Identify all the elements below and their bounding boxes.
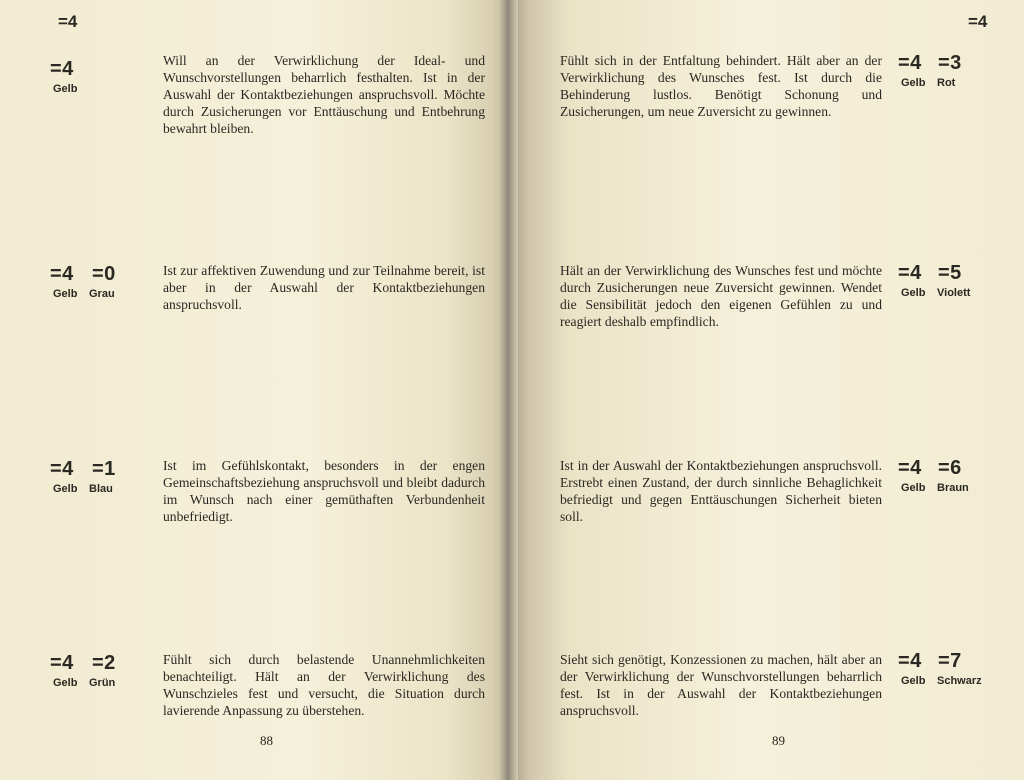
color-primary: Gelb bbox=[901, 482, 926, 494]
entry-text: Ist im Gefühlskontakt, besonders in der engen Gemeinschaftsbeziehung anspruchsvoll und bleibt dadurch im Wunsch nach einer gemüthaften Verbundenheit unbefriedigt. bbox=[163, 458, 485, 524]
entry-text: Will an der Verwirklichung der Ideal- und Wunschvorstellungen beharrlich festhalten. Ist in der Auswahl der Kontaktbeziehungen anspruchsvoll. Möchte durch Zusicherungen vor Enttäuschung und Entbehrung bewahrt bleiben. bbox=[163, 53, 485, 136]
entry-text: Ist zur affektiven Zuwendung und zur Teilnahme bereit, ist aber in der Auswahl der Kontaktbeziehungen anspruchsvoll. bbox=[163, 263, 485, 312]
code-secondary: =6 bbox=[938, 457, 962, 479]
color-primary: Gelb bbox=[53, 288, 78, 300]
entry-code bbox=[50, 652, 116, 689]
code-primary: =4 bbox=[898, 457, 922, 479]
code-secondary: =3 bbox=[938, 52, 962, 74]
color-secondary: Schwarz bbox=[937, 675, 982, 687]
entry-code bbox=[898, 650, 982, 687]
code-secondary: =0 bbox=[92, 263, 116, 285]
entry-code bbox=[898, 52, 962, 89]
entry-code bbox=[50, 263, 116, 300]
book-spine bbox=[500, 0, 518, 780]
color-primary: Gelb bbox=[901, 675, 926, 687]
entry-text: Fühlt sich in der Entfaltung behindert. Hält aber an der Verwirklichung des Wunsches fest. Ist durch die Behinderung lustlos. Benötigt Schonung und Zusicherungen, um neue Zuversicht zu gewinnen. bbox=[560, 53, 882, 119]
color-secondary: Rot bbox=[937, 77, 956, 89]
color-secondary: Grün bbox=[89, 677, 116, 689]
color-secondary: Grau bbox=[89, 288, 115, 300]
code-primary: =4 bbox=[50, 263, 74, 285]
left-running-header: =4 bbox=[58, 12, 78, 31]
left-page-number: 88 bbox=[260, 733, 273, 748]
right-page-number: 89 bbox=[772, 733, 785, 748]
code-primary: =4 bbox=[898, 262, 922, 284]
code-primary: =4 bbox=[50, 58, 74, 80]
code-primary: =4 bbox=[50, 458, 74, 480]
color-primary: Gelb bbox=[53, 483, 78, 495]
color-primary: Gelb bbox=[901, 77, 926, 89]
color-secondary: Braun bbox=[937, 482, 969, 494]
entry-code bbox=[898, 457, 969, 494]
entry-code bbox=[50, 458, 116, 495]
color-primary: Gelb bbox=[901, 287, 926, 299]
code-secondary: =5 bbox=[938, 262, 962, 284]
entry-text: Ist in der Auswahl der Kontaktbeziehungen anspruchsvoll. Erstrebt einen Zustand, der durch sinnliche Behaglichkeit befriedigt und gegen Enttäuschungen Sicherheit bieten soll. bbox=[560, 458, 882, 524]
color-primary: Gelb bbox=[53, 83, 78, 95]
entry-code bbox=[50, 58, 77, 95]
code-primary: =4 bbox=[898, 650, 922, 672]
entry-code bbox=[898, 262, 970, 299]
right-running-header: =4 bbox=[968, 12, 988, 31]
code-secondary: =7 bbox=[938, 650, 962, 672]
code-secondary: =1 bbox=[92, 458, 116, 480]
entry-text: Fühlt sich durch belastende Unannehmlichkeiten benachteiligt. Hält an der Verwirklichung des Wunschzieles fest und versucht, die Situation durch lavierende Anpassung zu überstehen. bbox=[163, 652, 485, 718]
color-secondary: Violett bbox=[937, 287, 971, 299]
color-secondary: Blau bbox=[89, 483, 113, 495]
code-primary: =4 bbox=[50, 652, 74, 674]
color-primary: Gelb bbox=[53, 677, 78, 689]
entry-text: Hält an der Verwirklichung des Wunsches fest und möchte durch Zusicherungen neue Zuversicht gewinnen. Wendet die Sensibilität jedoch den eigenen Gefühlen zu und reagiert deshalb empfindlich. bbox=[560, 263, 882, 329]
code-primary: =4 bbox=[898, 52, 922, 74]
code-secondary: =2 bbox=[92, 652, 116, 674]
entry-text: Sieht sich genötigt, Konzessionen zu machen, hält aber an der Verwirklichung der Wunschvorstellungen beharrlich fest. Ist in der Auswahl der Kontaktbeziehungen anspruchsvoll. bbox=[560, 652, 882, 718]
